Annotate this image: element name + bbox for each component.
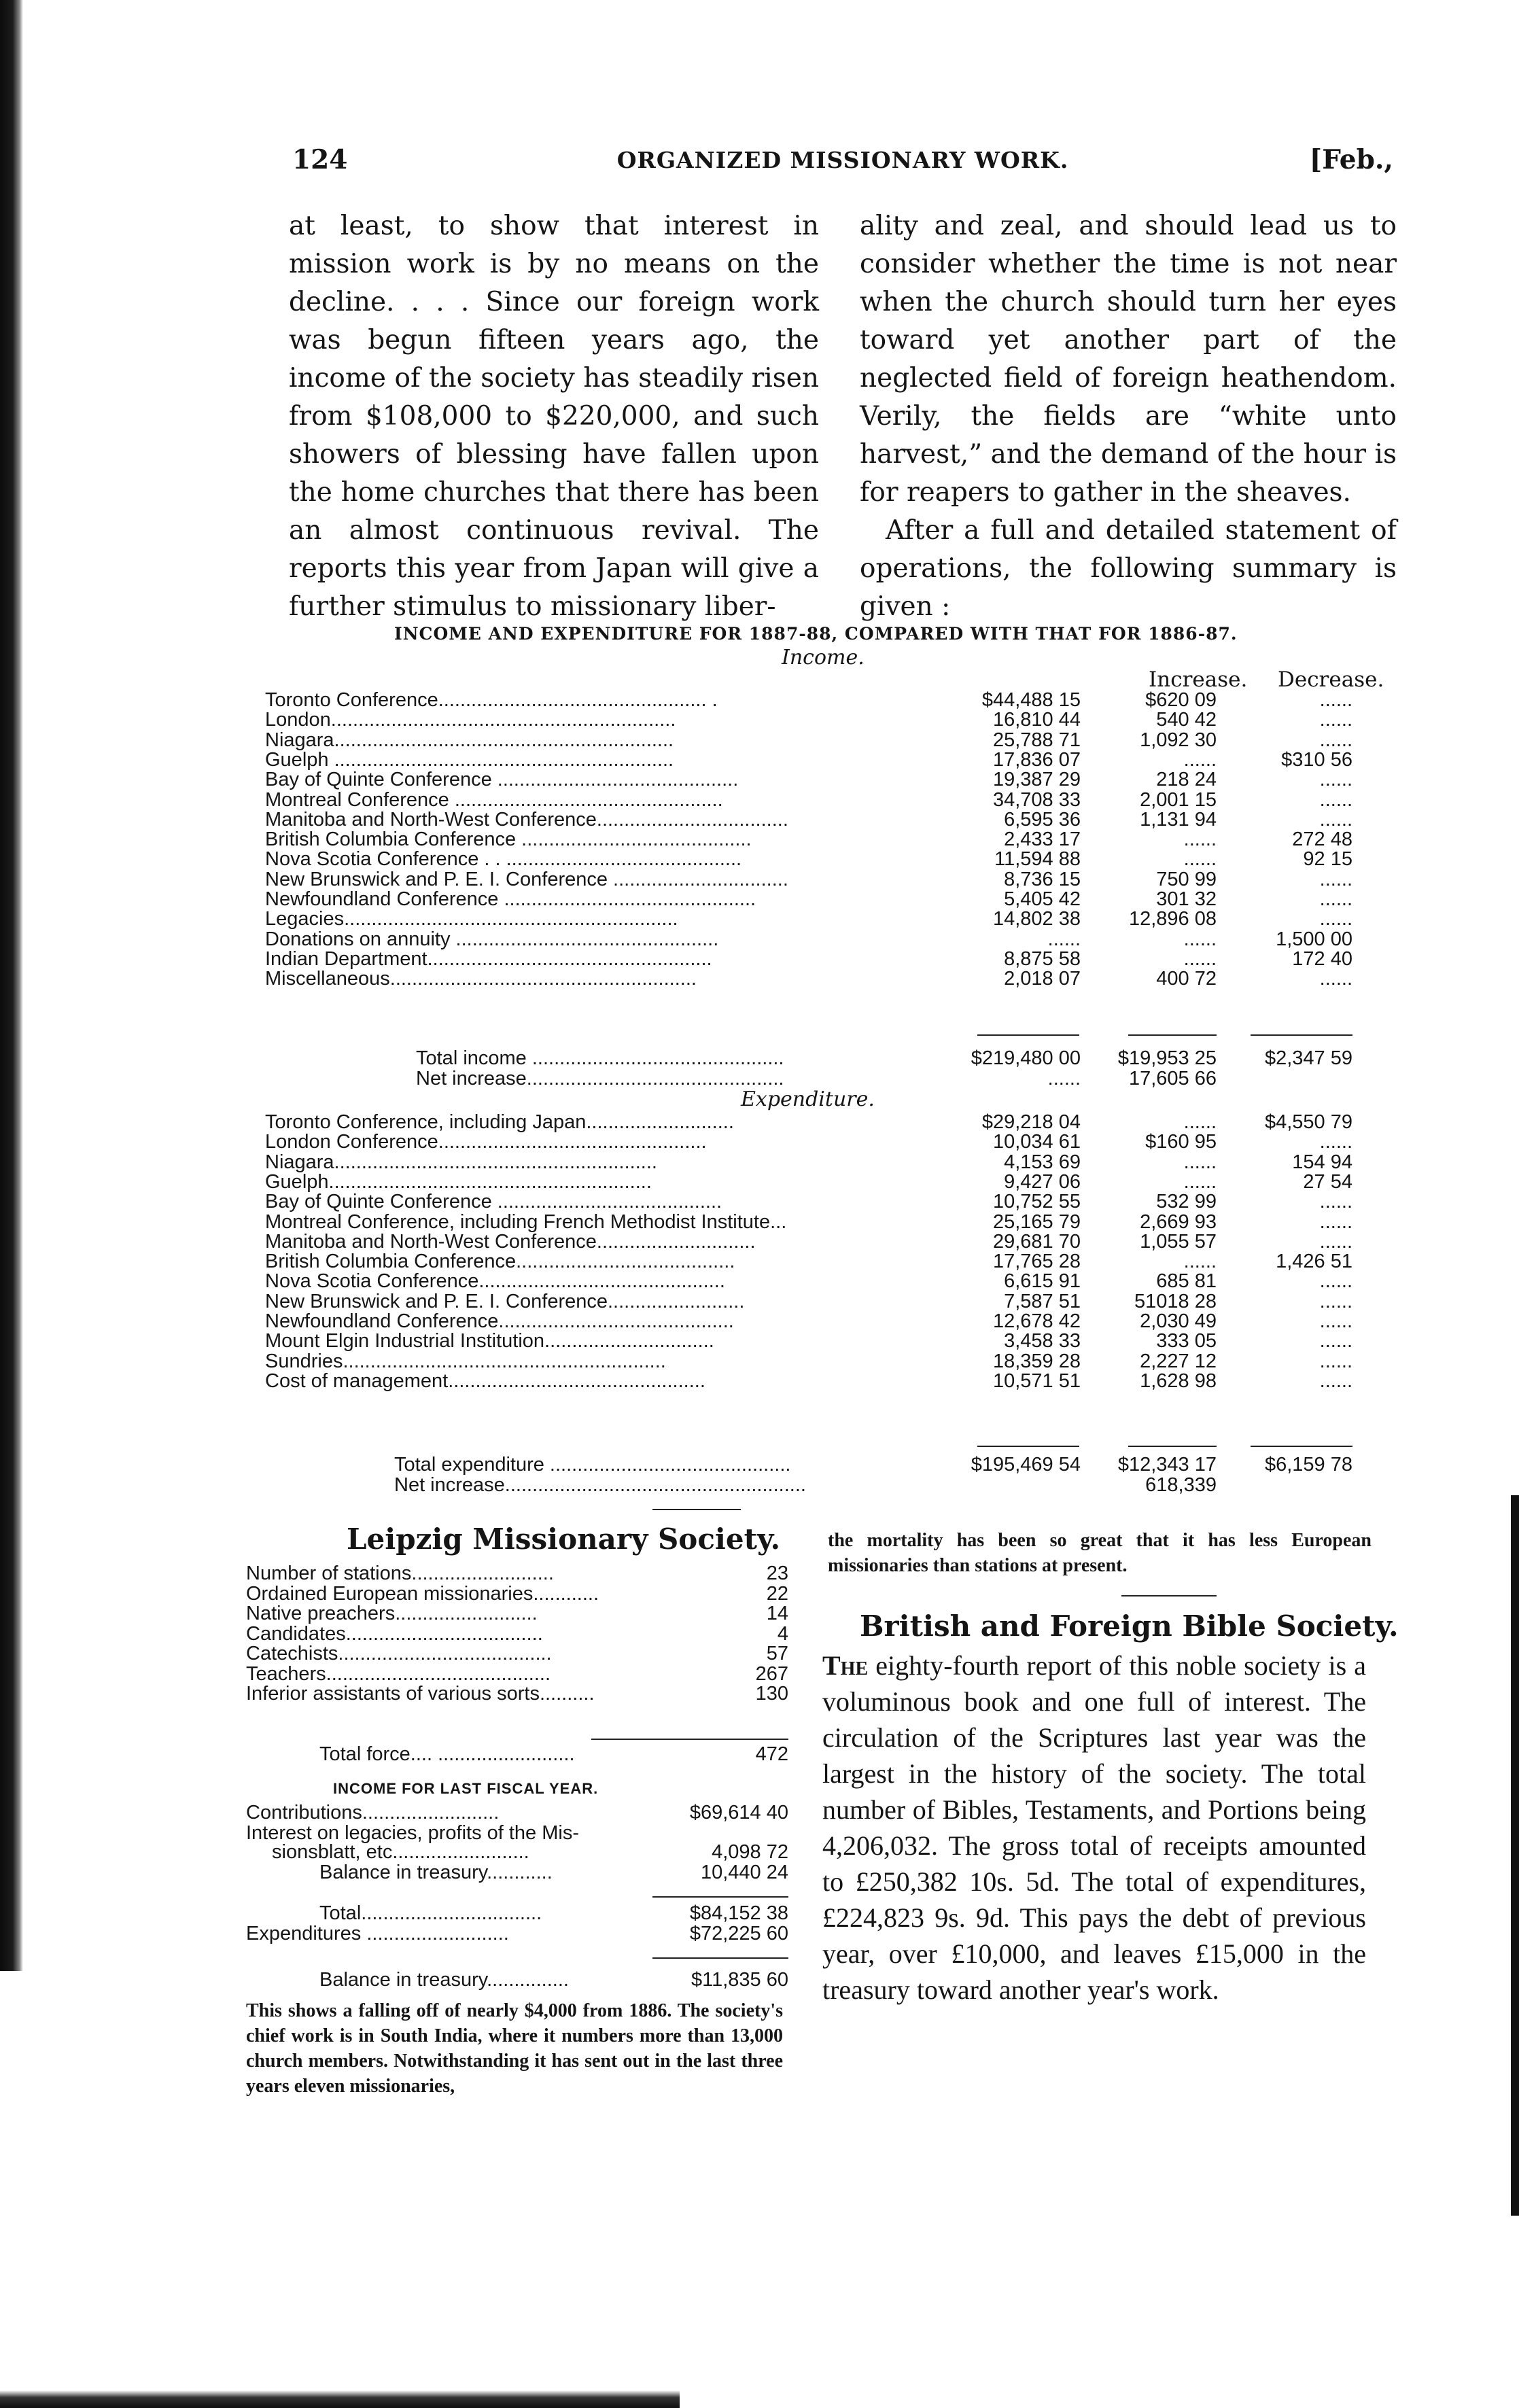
income-row-label: New Brunswick and P. E. I. Conference ................................ [265,868,788,890]
income-row [265,790,1359,810]
rule [1128,1034,1217,1036]
expenditure-row-decrease: 154 94 [1292,1151,1352,1173]
page-header [292,144,1393,185]
income-row [265,909,1359,929]
scan-edge-left [0,0,23,1971]
leipzig-total-value: $84,152 38 [689,1902,788,1924]
income-row-decrease: 1,500 00 [1276,928,1352,950]
expenditure-row-decrease: ...... [1319,1350,1352,1372]
net-increase-income-row-label: Net increase............................................... [416,1068,784,1089]
leipzig-contributions-label: Contributions......................... [246,1802,500,1824]
leipzig-note-continued: the mortality has been so great that it has less European missionaries than stations at present. [828,1530,1372,1576]
leipzig-balance-treasury [319,1862,788,1883]
expenditure-row-amount: 9,427 06 [1004,1170,1081,1193]
leipzig-interest [246,1823,788,1843]
expenditure-row-label: Bay of Quinte Conference ......................................... [265,1191,722,1213]
leipzig-interest-cont-label: sionsblatt, etc......................... [272,1841,529,1863]
income-row-label: Guelph .............................................................. [265,748,674,771]
leipzig-row-label: Catechists....................................... [246,1643,552,1664]
expenditure-row-increase: 1,055 57 [1140,1230,1217,1253]
income-row-decrease: $310 56 [1281,748,1352,771]
income-row-label: Miscellaneous........................................................ [265,968,697,990]
income-row-increase: 218 24 [1156,769,1217,791]
expenditure-row-label: Niagara........................................................... [265,1151,657,1173]
leipzig-row-value: 130 [755,1683,788,1705]
expenditure-row-decrease: ...... [1319,1310,1352,1332]
leipzig-row-label: Native preachers.......................... [246,1603,538,1624]
leipzig-row [246,1643,788,1664]
income-row [265,969,1359,989]
intro-left-paragraph: at least, to show that interest in mission work is by no means on the decline. . . . Since our foreign work was begun fifteen years ago, the income of the society has steadily risen from $108,000 to $220,000, and such showers of blessing have fallen upon the home churches that there has been an almost continuous revival. The reports this year from Japan will give a further stimulus to missionary liber- [289,211,819,622]
expenditure-row-decrease: ...... [1319,1191,1352,1213]
expenditure-row [265,1271,1359,1291]
income-row-increase: 1,092 30 [1140,729,1217,751]
rule [1128,1446,1217,1447]
leipzig-row [246,1664,788,1684]
expenditure-row-decrease: $4,550 79 [1264,1111,1352,1133]
expenditure-row-increase: 1,628 98 [1140,1369,1217,1392]
rule [652,1957,788,1959]
income-row [265,929,1359,949]
expenditure-row-increase: ...... [1183,1251,1217,1273]
expenditure-row-label: Newfoundland Conference........................................... [265,1310,734,1332]
total-expenditure-row-amount: $195,469 54 [971,1454,1081,1476]
income-row [265,750,1359,770]
leipzig-fiscal-heading: INCOME FOR LAST FISCAL YEAR. [333,1780,599,1797]
col-increase-header: Increase. [1149,667,1248,692]
leipzig-total-force [319,1744,788,1764]
leipzig-row-value: 14 [766,1603,788,1624]
leipzig-balance-final-label: Balance in treasury............... [319,1969,569,1991]
income-row-label: Donations on annuity ................................................ [265,928,719,950]
expenditure-row-label: Manitoba and North-West Conference............................. [265,1230,756,1253]
net-increase-expenditure-row-increase: 618,339 [1145,1474,1217,1496]
income-row-decrease: 272 48 [1292,828,1352,851]
income-row [265,769,1359,790]
leipzig-row-value: 57 [766,1643,788,1664]
income-row-amount: 14,802 38 [992,908,1081,930]
expenditure-row-amount: $29,218 04 [981,1111,1081,1133]
expenditure-row-increase: ...... [1183,1111,1217,1133]
expenditure-row-amount: 25,165 79 [992,1210,1081,1233]
leipzig-row-label: Candidates.................................... [246,1622,543,1645]
income-row-decrease: ...... [1319,888,1352,910]
expenditure-row-amount: 4,153 69 [1004,1151,1081,1173]
leipzig-contributions [246,1802,788,1823]
scan-edge-bottom [0,2390,680,2408]
leipzig-row [246,1584,788,1604]
income-row-label: Toronto Conference................................................. . [265,689,718,711]
leipzig-total-force-value: 472 [755,1743,788,1765]
income-row-label: London............................................................... [265,709,676,731]
income-row-label: Manitoba and North-West Conference................................... [265,808,788,831]
expenditure-row-increase: $160 95 [1145,1131,1217,1153]
income-row [265,849,1359,869]
expenditure-row-label: British Columbia Conference........................................ [265,1251,735,1273]
income-row-decrease: ...... [1319,729,1352,751]
total-expenditure-row-label: Total expenditure ............................................ [394,1454,791,1476]
expenditure-row [265,1371,1359,1391]
income-row-amount: 17,836 07 [992,748,1081,771]
expenditure-row-amount: 29,681 70 [992,1230,1081,1253]
income-row [265,809,1359,830]
income-row-increase: ...... [1183,848,1217,871]
expenditure-row-increase: 51018 28 [1134,1290,1217,1312]
income-row [265,690,1359,710]
income-row-amount: 34,708 33 [992,788,1081,811]
leipzig-expenditures-label: Expenditures .......................... [246,1923,509,1944]
income-row-decrease: ...... [1319,788,1352,811]
income-row-label: Niagara.............................................................. [265,729,674,751]
net-increase-income-row [416,1068,1359,1089]
net-increase-expenditure-row [394,1475,1359,1495]
expenditure-row-decrease: 1,426 51 [1276,1251,1352,1273]
rule [1121,1595,1217,1596]
expenditure-row-amount: 10,034 61 [992,1131,1081,1153]
income-row-label: Legacies............................................................. [265,908,678,930]
income-row-amount: ...... [1047,928,1081,950]
expenditure-row-amount: 18,359 28 [992,1350,1081,1372]
expenditure-row-increase: 685 81 [1156,1270,1217,1293]
expenditure-row-label: Mount Elgin Industrial Institution............................... [265,1330,714,1353]
income-row [265,710,1359,730]
expenditure-row [265,1251,1359,1272]
income-row-amount: $44,488 15 [981,689,1081,711]
total-expenditure-row [394,1454,1359,1475]
leipzig-interest-cont-value: 4,098 72 [712,1841,788,1863]
leipzig-total [319,1903,788,1923]
bible-paragraph [822,1647,1366,2008]
total-income-row-decrease: $2,347 59 [1264,1047,1352,1069]
expenditure-row-amount: 7,587 51 [1004,1290,1081,1312]
expenditure-row-label: Guelph........................................................... [265,1170,652,1193]
expenditure-row [265,1351,1359,1372]
income-row-increase: ...... [1183,748,1217,771]
income-row [265,949,1359,969]
income-row-amount: 2,433 17 [1004,828,1081,851]
leipzig-row-label: Ordained European missionaries............ [246,1582,599,1605]
expenditure-row [265,1232,1359,1252]
expenditure-row-amount: 12,678 42 [992,1310,1081,1332]
income-row-increase: ...... [1183,828,1217,851]
income-row-increase: ...... [1183,928,1217,950]
expenditure-row-amount: 10,571 51 [992,1369,1081,1392]
total-expenditure-row-increase: $12,343 17 [1117,1454,1217,1476]
rule [977,1446,1079,1447]
income-row-increase: 12,896 08 [1128,908,1217,930]
expenditure-row-label: New Brunswick and P. E. I. Conference......................... [265,1290,745,1312]
expenditure-row-label: Montreal Conference, including French Methodist Institute... [265,1210,787,1233]
expenditure-row-increase: 333 05 [1156,1330,1217,1353]
leipzig-row [246,1683,788,1704]
leipzig-expenditures [246,1923,788,1944]
rule [652,1509,741,1510]
expenditure-row-increase: 2,669 93 [1140,1210,1217,1233]
total-income-row-amount: $219,480 00 [971,1047,1081,1069]
rule [1251,1446,1352,1447]
expenditure-row [265,1291,1359,1312]
expenditure-row-label: Nova Scotia Conference............................................. [265,1270,725,1293]
income-row-amount: 25,788 71 [992,729,1081,751]
leipzig-note: This shows a falling off of nearly $4,000 from 1886. The society's chief work is in South India, where it numbers more than 13,000 church members. Notwithstanding it has sent out in the last three years eleven missionaries, [246,2000,783,2097]
leipzig-balance-treasury-label: Balance in treasury............ [319,1862,553,1883]
income-row-amount: 8,875 58 [1004,947,1081,970]
expenditure-row-decrease: ...... [1319,1290,1352,1312]
leipzig-row-value: 22 [766,1582,788,1605]
income-row [265,829,1359,850]
total-expenditure-row-decrease: $6,159 78 [1264,1454,1352,1476]
income-row-increase: 750 99 [1156,868,1217,890]
total-income-row-increase: $19,953 25 [1117,1047,1217,1069]
leipzig-balance-final [319,1970,788,1990]
leipzig-row-label: Inferior assistants of various sorts.......... [246,1683,595,1705]
income-row-label: Nova Scotia Conference . . ........................................... [265,848,742,871]
income-row [265,889,1359,909]
expenditure-row-label: Toronto Conference, including Japan........................... [265,1111,734,1133]
leipzig-row-value: 267 [755,1662,788,1685]
income-row-decrease: ...... [1319,968,1352,990]
leipzig-row [246,1563,788,1584]
running-title: ORGANIZED MISSIONARY WORK. [616,147,1069,173]
income-row [265,730,1359,750]
expenditure-row-decrease: ...... [1319,1369,1352,1392]
net-increase-expenditure-row-label: Net increase....................................................... [394,1474,806,1496]
income-row-decrease: ...... [1319,808,1352,831]
income-row-increase: 2,001 15 [1140,788,1217,811]
income-row-amount: 19,387 29 [992,769,1081,791]
income-row-decrease: ...... [1319,769,1352,791]
income-row-decrease: ...... [1319,908,1352,930]
expenditure-row-amount: 10,752 55 [992,1191,1081,1213]
expenditure-row-decrease: ...... [1319,1270,1352,1293]
expenditure-row [265,1172,1359,1192]
income-row-label: Indian Department.................................................... [265,947,712,970]
income-row-amount: 16,810 44 [992,709,1081,731]
leipzig-row [246,1603,788,1624]
expenditure-row [265,1132,1359,1152]
income-row-increase: 1,131 94 [1140,808,1217,831]
income-row-label: British Columbia Conference .......................................... [265,828,752,851]
expenditure-row [265,1311,1359,1331]
expenditure-row [265,1112,1359,1132]
expenditure-row-decrease: ...... [1319,1330,1352,1353]
net-increase-income-row-amount: ...... [1047,1068,1081,1089]
bible-text: eighty-fourth report of this noble society is a voluminous book and one full of interest. The circulation of the Scriptures last year was the largest in the history of the society. The total number of Bibles, Testaments, and Portions being 4,206,032. The gross total of receipts amounted to £250,382 10s. 5d. The total of expenditures, £224,823 9s. 9d. This pays the debt of previous year, over £10,000, and leaves £15,000 in the treasury toward another year's work. [822,1650,1367,2005]
income-row-decrease: ...... [1319,689,1352,711]
income-row-decrease: 172 40 [1292,947,1352,970]
leipzig-balance-final-value: $11,835 60 [691,1969,788,1991]
leipzig-total-force-label: Total force.... ......................... [319,1743,575,1765]
income-row-increase: 540 42 [1156,709,1217,731]
expenditure-row-amount: 17,765 28 [992,1251,1081,1273]
leipzig-interest-label: Interest on legacies, profits of the Mis- [246,1822,579,1844]
expenditure-row-increase: 2,030 49 [1140,1310,1217,1332]
leipzig-row-value: 4 [777,1622,788,1645]
expenditure-heading: Expenditure. [741,1087,875,1111]
income-row-increase: 301 32 [1156,888,1217,910]
intro-right-paragraph-1: ality and zeal, and should lead us to consider whether the time is not near when the church should turn her eyes toward yet another part of the neglected field of foreign heathendom. Verily, the fields are “white unto harvest,” and the demand of the hour is for reapers to gather in the sheaves. [860,211,1397,508]
leipzig-interest-cont [272,1842,788,1862]
leipzig-heading: Leipzig Missionary Society. [347,1522,781,1556]
income-row-decrease: ...... [1319,868,1352,890]
bible-heading: British and Foreign Bible Society. [860,1609,1399,1643]
running-month: [Feb., [1309,144,1393,175]
expenditure-row-decrease: ...... [1319,1230,1352,1253]
rule [977,1034,1079,1036]
expenditure-row-label: Sundries........................................................... [265,1350,666,1372]
leipzig-row [246,1624,788,1644]
intro-right-column [860,207,1397,626]
bible-lead-word: The [822,1650,869,1681]
income-row-amount: 11,594 88 [994,848,1081,871]
income-row-increase: ...... [1183,947,1217,970]
income-row-amount: 6,595 36 [1004,808,1081,831]
leipzig-total-label: Total................................. [319,1902,542,1924]
expenditure-row-label: London Conference................................................. [265,1131,707,1153]
expenditure-row-increase: ...... [1183,1151,1217,1173]
income-row-decrease: ...... [1319,709,1352,731]
col-decrease-header: Decrease. [1278,667,1384,692]
leipzig-expenditures-value: $72,225 60 [689,1923,788,1944]
table-title: INCOME AND EXPENDITURE FOR 1887-88, COMPARED WITH THAT FOR 1886-87. [394,624,1238,644]
expenditure-row-increase: ...... [1183,1170,1217,1193]
expenditure-row-amount: 6,615 91 [1004,1270,1081,1293]
income-row-decrease: 92 15 [1303,848,1352,871]
page-number: 124 [292,144,348,175]
income-row-label: Newfoundland Conference .............................................. [265,888,756,910]
total-income-row [416,1048,1359,1068]
income-row-label: Montreal Conference ................................................. [265,788,723,811]
expenditure-row-decrease: ...... [1319,1210,1352,1233]
expenditure-row [265,1152,1359,1172]
leipzig-balance-treasury-value: 10,440 24 [700,1862,788,1883]
rule [1251,1034,1352,1036]
expenditure-row-increase: 2,227 12 [1140,1350,1217,1372]
income-heading: Income. [782,646,865,669]
net-increase-income-row-increase: 17,605 66 [1128,1068,1217,1089]
intro-right-paragraph-2: After a full and detailed statement of operations, the following summary is given : [860,515,1397,622]
income-row-amount: 8,736 15 [1004,868,1081,890]
expenditure-row-decrease: 27 54 [1303,1170,1352,1193]
expenditure-row-decrease: ...... [1319,1131,1352,1153]
income-row-amount: 2,018 07 [1004,968,1081,990]
income-row-increase: $620 09 [1145,689,1217,711]
leipzig-row-label: Teachers......................................... [246,1662,551,1685]
leipzig-contributions-value: $69,614 40 [689,1802,788,1824]
income-row [265,869,1359,890]
rule [591,1739,788,1740]
scan-edge-right [1511,1495,1519,2216]
income-row-label: Bay of Quinte Conference ............................................ [265,769,739,791]
intro-left-column [289,207,819,626]
expenditure-row-amount: 3,458 33 [1004,1330,1081,1353]
expenditure-row-label: Cost of management............................................... [265,1369,705,1392]
income-row-amount: 5,405 42 [1004,888,1081,910]
rule [652,1896,788,1898]
expenditure-row [265,1212,1359,1232]
expenditure-row [265,1331,1359,1351]
income-row-increase: 400 72 [1156,968,1217,990]
expenditure-row [265,1191,1359,1212]
leipzig-row-label: Number of stations.......................... [246,1563,554,1584]
expenditure-row-increase: 532 99 [1156,1191,1217,1213]
total-income-row-label: Total income .............................................. [416,1047,784,1069]
leipzig-row-value: 23 [766,1563,788,1584]
